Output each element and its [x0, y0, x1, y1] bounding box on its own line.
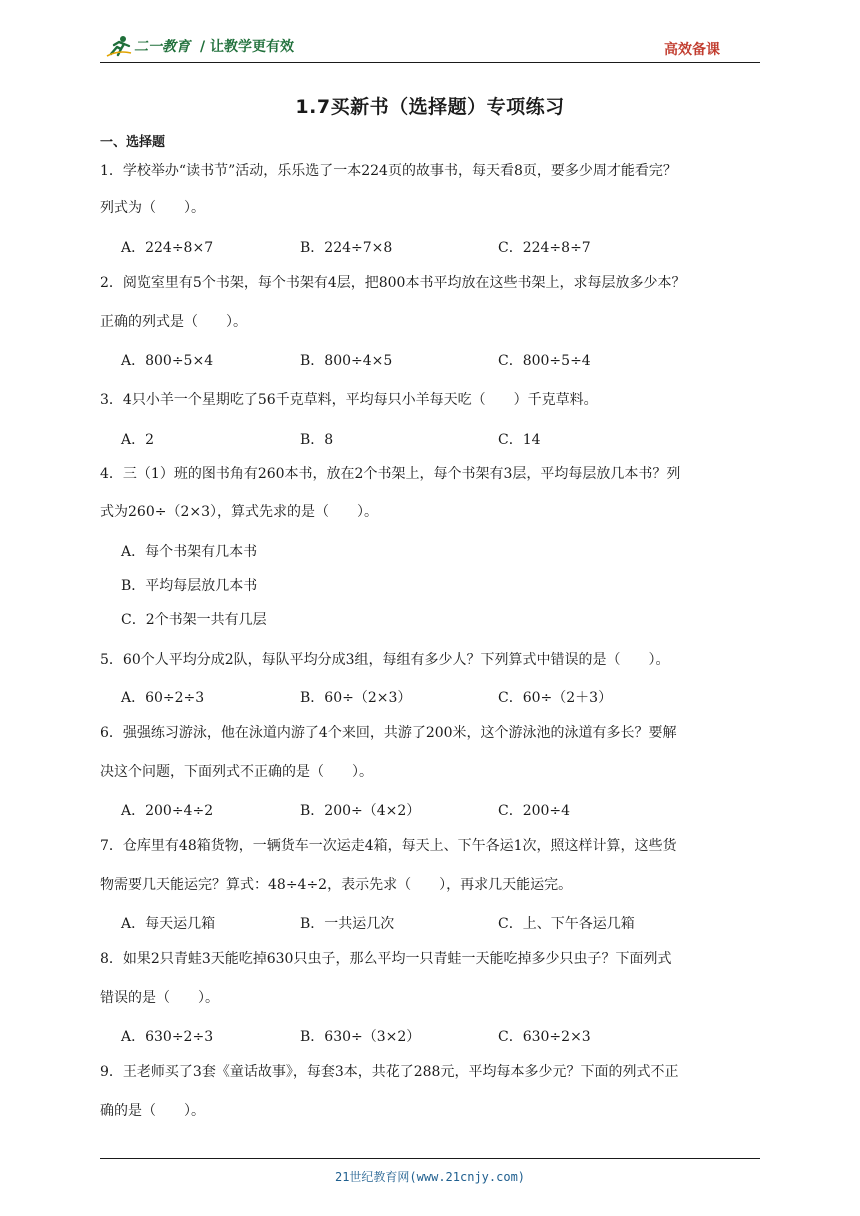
question-8-option-a[interactable]: A．630÷2÷3	[121, 1029, 214, 1045]
question-4-line-2: 式为260÷（2×3），算式先求的是（ ）。	[100, 504, 378, 520]
question-3-option-c[interactable]: C．14	[498, 432, 541, 448]
question-7-line-1: 7．仓库里有48箱货物，一辆货车一次运走4箱，每天上、下午各运1次，照这样计算，这些货	[100, 838, 677, 854]
question-5-option-b[interactable]: B．60÷（2×3）	[300, 690, 412, 706]
question-7-line-2: 物需要几天能运完？算式：48÷4÷2，表示先求（ ），再求几天能运完。	[100, 877, 573, 893]
question-2-option-b[interactable]: B．800÷4×5	[300, 353, 393, 369]
question-6-line-1: 6．强强练习游泳，他在泳道内游了4个来回，共游了200米，这个游泳池的泳道有多长？要解	[100, 725, 677, 741]
slogan-text: / 让教学更有效	[200, 39, 294, 55]
question-7-option-b[interactable]: B．一共运几次	[300, 916, 395, 932]
question-1-option-b[interactable]: B．224÷7×8	[300, 240, 393, 256]
runner-logo-icon	[106, 35, 132, 57]
question-6-option-b[interactable]: B．200÷（4×2）	[300, 803, 421, 819]
question-1-line-1: 1．学校举办“读书节”活动，乐乐选了一本224页的故事书，每天看8页，要多少周才能看完？	[100, 163, 677, 179]
question-1-option-a[interactable]: A．224÷8×7	[121, 240, 214, 256]
question-4-option-b[interactable]: B．平均每层放几本书	[121, 578, 258, 594]
question-3-line-1: 3．4只小羊一个星期吃了56千克草料，平均每只小羊每天吃（ ）千克草料。	[100, 392, 598, 408]
question-8-option-b[interactable]: B．630÷（3×2）	[300, 1029, 421, 1045]
question-2-option-a[interactable]: A．800÷5×4	[121, 353, 214, 369]
header-divider	[100, 62, 760, 63]
question-1-line-2: 列式为（ ）。	[100, 200, 205, 216]
logo-text: 二一教育	[134, 39, 190, 55]
question-2-line-1: 2．阅览室里有5个书架，每个书架有4层，把800本书平均放在这些书架上，求每层放多少本？	[100, 275, 686, 291]
question-9-line-1: 9．王老师买了3套《童话故事》，每套3本，共花了288元，平均每本多少元？下面的列式不正	[100, 1064, 679, 1080]
question-5-option-c[interactable]: C．60÷（2＋3）	[498, 690, 613, 706]
question-6-line-2: 决这个问题，下面列式不正确的是（ ）。	[100, 764, 373, 780]
question-9-line-2: 确的是（ ）。	[100, 1103, 205, 1119]
question-2-line-2: 正确的列式是（ ）。	[100, 314, 247, 330]
page-title: 1.7买新书（选择题）专项练习	[295, 96, 565, 118]
question-8-option-c[interactable]: C．630÷2×3	[498, 1029, 591, 1045]
section-heading: 一、选择题	[100, 135, 166, 150]
question-3-option-a[interactable]: A．2	[121, 432, 155, 448]
question-2-option-c[interactable]: C．800÷5÷4	[498, 353, 591, 369]
page-header	[100, 30, 760, 60]
question-5-option-a[interactable]: A．60÷2÷3	[121, 690, 205, 706]
question-7-option-a[interactable]: A．每天运几箱	[121, 916, 216, 932]
question-4-option-c[interactable]: C．2个书架一共有几层	[121, 612, 267, 628]
question-1-option-c[interactable]: C．224÷8÷7	[498, 240, 591, 256]
question-6-option-a[interactable]: A．200÷4÷2	[121, 803, 214, 819]
header-right-label: 高效备课	[664, 42, 720, 58]
footer-divider	[100, 1158, 760, 1159]
question-8-line-1: 8．如果2只青蛙3天能吃掉630只虫子，那么平均一只青蛙一天能吃掉多少只虫子？下面列式	[100, 951, 672, 967]
question-4-option-a[interactable]: A．每个书架有几本书	[121, 544, 258, 560]
question-7-option-c[interactable]: C．上、下午各运几箱	[498, 916, 635, 932]
question-5-line-1: 5．60个人平均分成2队，每队平均分成3组，每组有多少人？下列算式中错误的是（ ）。	[100, 652, 670, 668]
footer-text: 21世纪教育网(www.21cnjy.com)	[334, 1170, 526, 1184]
question-8-line-2: 错误的是（ ）。	[100, 990, 219, 1006]
question-6-option-c[interactable]: C．200÷4	[498, 803, 571, 819]
brand-logo	[106, 34, 294, 58]
question-3-option-b[interactable]: B．8	[300, 432, 334, 448]
question-4-line-1: 4．三（1）班的图书角有260本书，放在2个书架上，每个书架有3层，平均每层放几本书？列	[100, 466, 681, 482]
